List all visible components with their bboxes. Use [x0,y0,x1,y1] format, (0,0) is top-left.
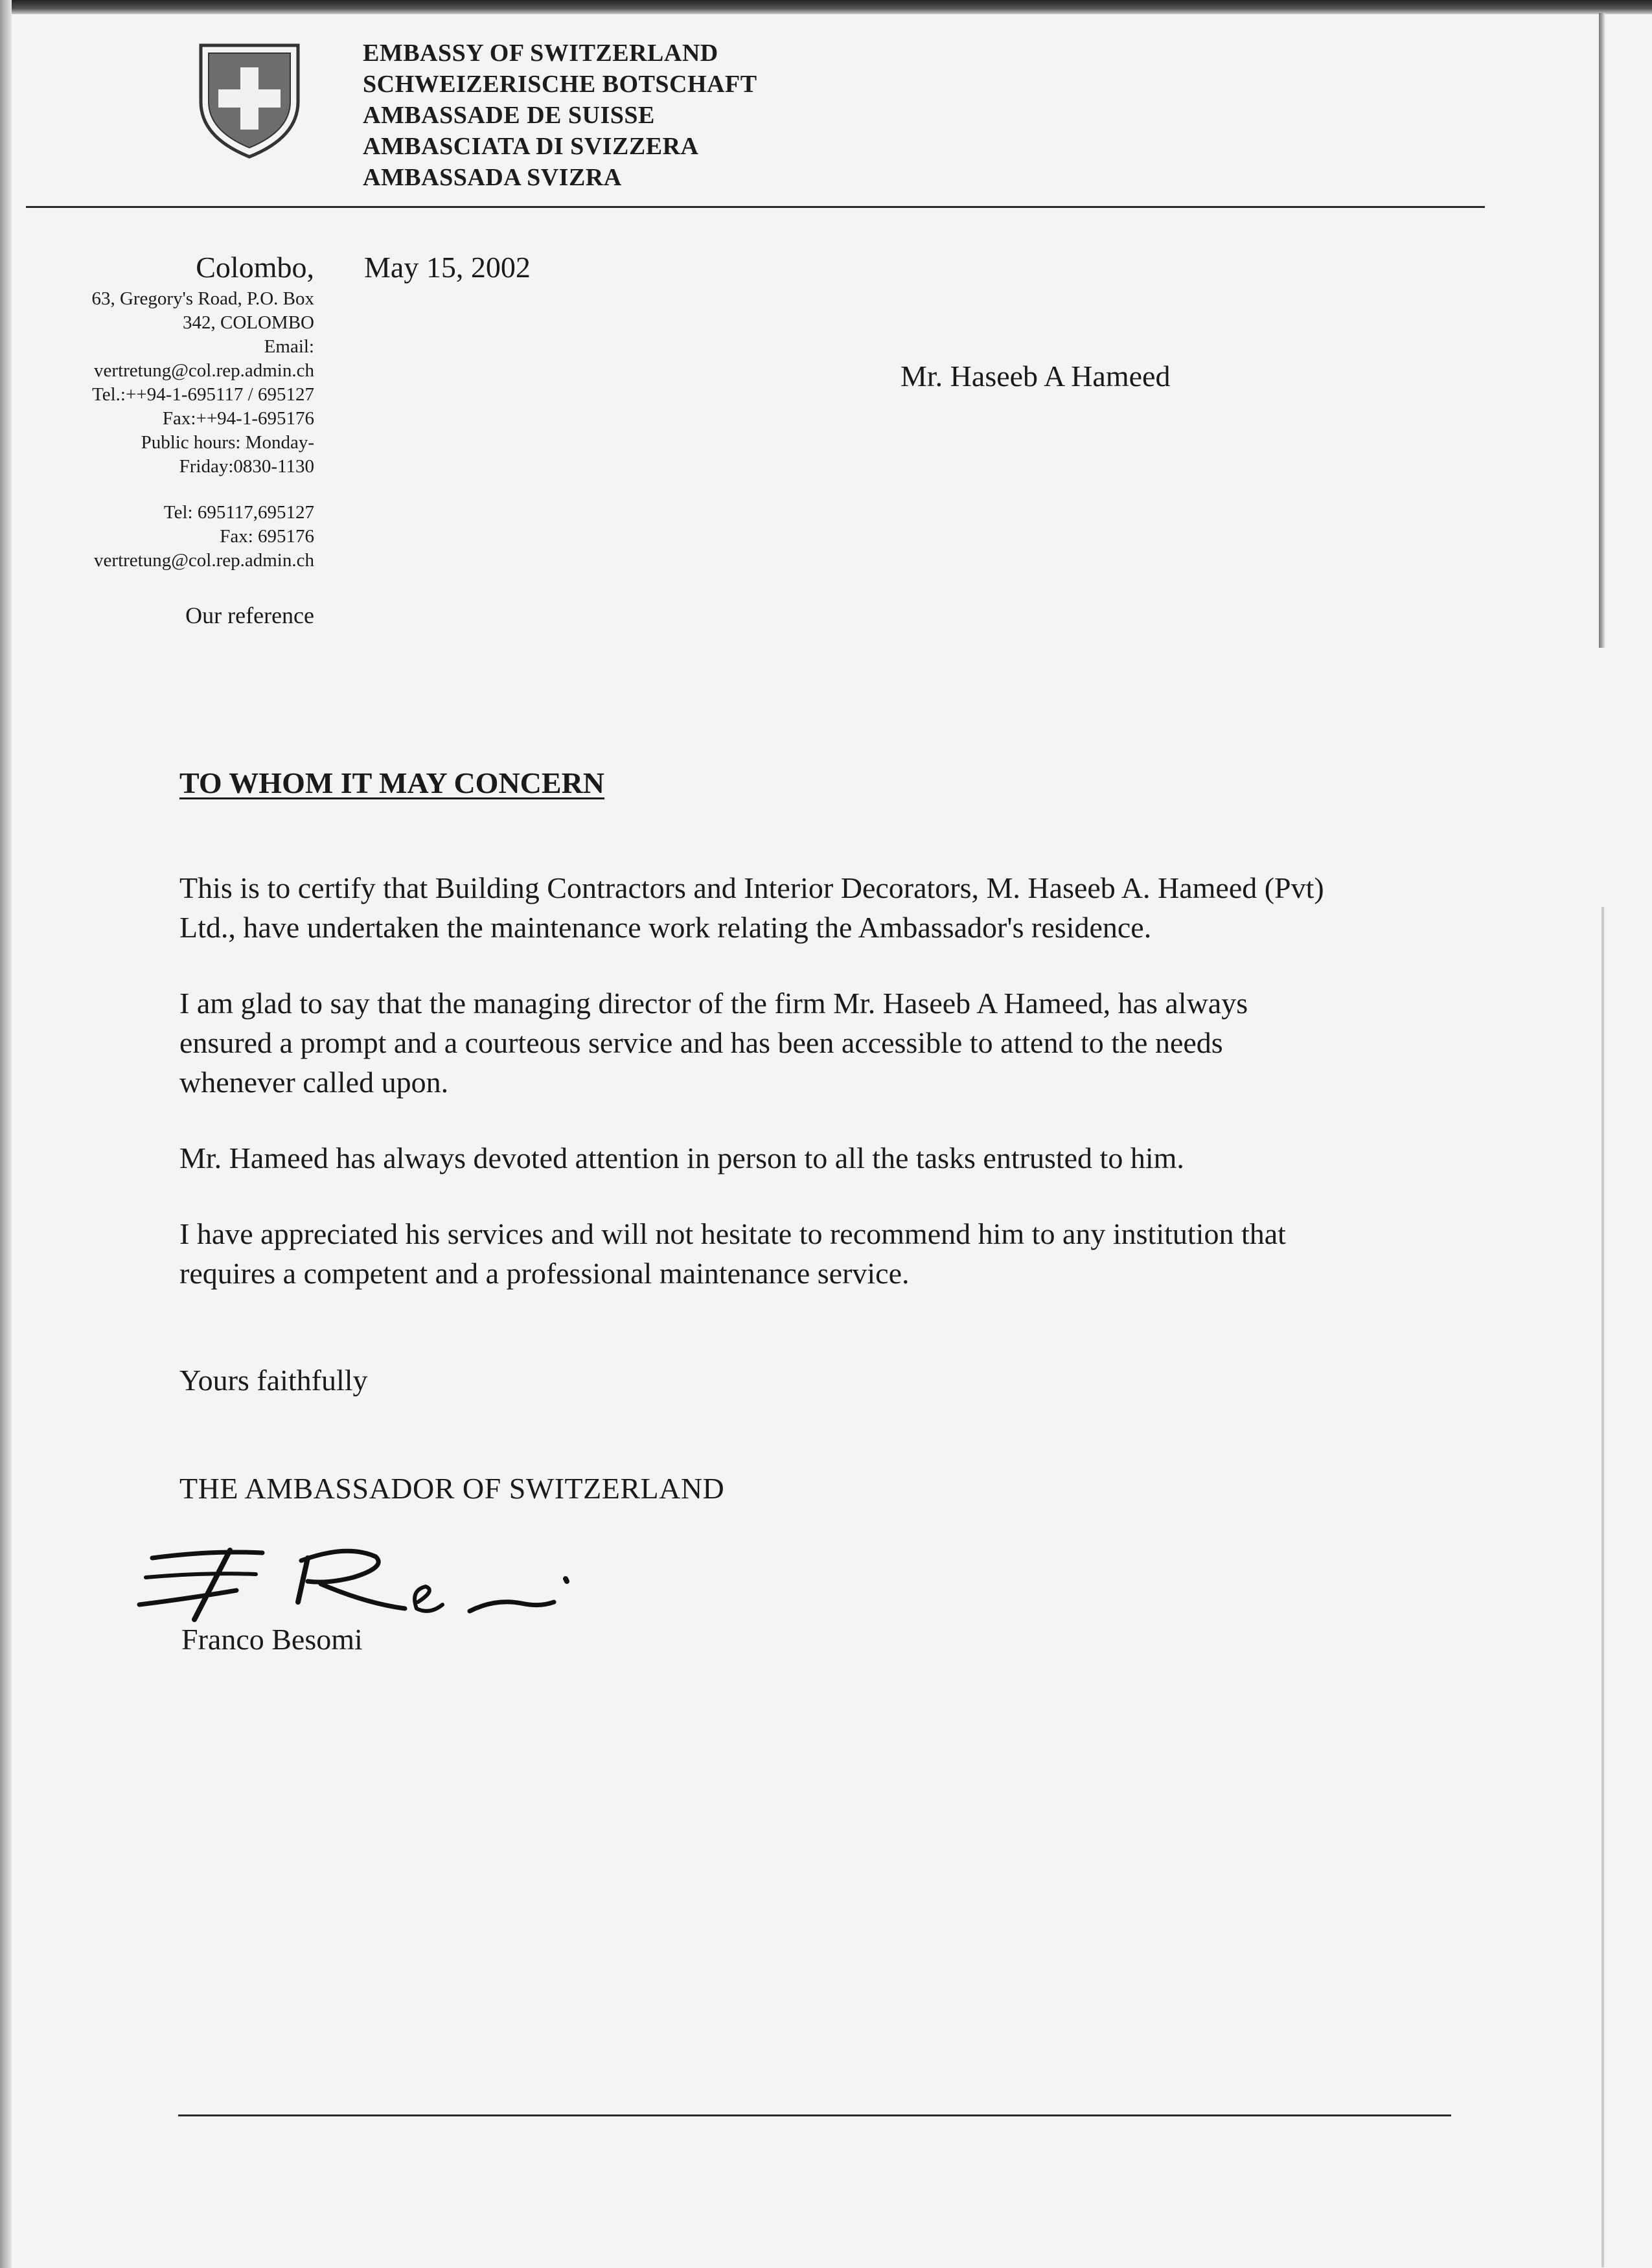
letterhead-line-italian: AMBASCIATA DI SVIZZERA [363,133,699,160]
signatory-name: Franco Besomi [181,1623,363,1656]
letterhead-line-french: AMBASSADE DE SUISSE [363,102,655,129]
paragraph-line: I am glad to say that the managing director of the firm Mr. Haseeb A Hameed, has always [179,987,1248,1020]
address-line: Tel.:++94-1-695117 / 695127 [92,384,314,405]
letter-closing: Yours faithfully [179,1364,368,1397]
letter-body [179,763,1462,1508]
handwritten-signature [133,1539,586,1629]
spacer [19,479,314,501]
paragraph-line: I have appreciated his services and will not hesitate to recommend him to any institution that [179,1217,1286,1250]
scan-edge-top [0,0,1652,14]
letterhead-line-romansh: AMBASSADA SVIZRA [363,164,622,191]
sender-details [19,249,314,628]
our-reference-label: Our reference [185,602,314,628]
address-line: vertretung@col.rep.admin.ch [94,360,314,381]
address-line: 342, COLOMBO [182,312,314,333]
paragraph-line: requires a competent and a professional maintenance service. [179,1257,910,1290]
paragraph-line: ensured a prompt and a courteous service and has been accessible to attend to the needs [179,1026,1223,1059]
contact-line: vertretung@col.rep.admin.ch [94,550,314,571]
contact-line: Fax: 695176 [220,526,314,547]
paragraph [179,983,1462,1102]
address-line: Public hours: Monday- [141,432,314,453]
signatory-title: THE AMBASSADOR OF SWITZERLAND [179,1472,725,1505]
letter-date: May 15, 2002 [364,251,531,284]
scan-edge-left [0,0,12,2268]
paragraph-line: whenever called upon. [179,1066,449,1099]
letterhead-line-english: EMBASSY OF SWITZERLAND [363,40,718,67]
letterhead-line-german: SCHWEIZERISCHE BOTSCHAFT [363,71,757,98]
letterhead [363,38,757,193]
paragraph-line: Ltd., have undertaken the maintenance work relating the Ambassador's residence. [179,911,1152,944]
paragraph [179,1214,1462,1293]
footer-divider [178,2114,1451,2116]
paragraph [179,868,1462,947]
contact-line: Tel: 695117,695127 [163,502,314,523]
swiss-cross-shield-icon [194,40,304,160]
address-line: Fax:++94-1-695176 [162,408,314,429]
recipient-name: Mr. Haseeb A Hameed [901,360,1171,393]
header-divider [26,206,1485,208]
address-line: Friday:0830-1130 [179,456,314,477]
scan-edge-right [1599,13,1605,648]
letter-subject: TO WHOM IT MAY CONCERN [179,766,605,799]
paragraph-line: Mr. Hameed has always devoted attention in person to all the tasks entrusted to him. [179,1141,1184,1174]
paragraph [179,1138,1462,1178]
address-line: 63, Gregory's Road, P.O. Box [91,288,314,309]
scan-edge-right-lower [1601,907,1604,2267]
address-line: Email: [264,336,314,357]
sender-city: Colombo, [196,251,314,284]
paragraph-line: This is to certify that Building Contractors and Interior Decorators, M. Haseeb A. Hameed (Pvt) [179,871,1324,904]
